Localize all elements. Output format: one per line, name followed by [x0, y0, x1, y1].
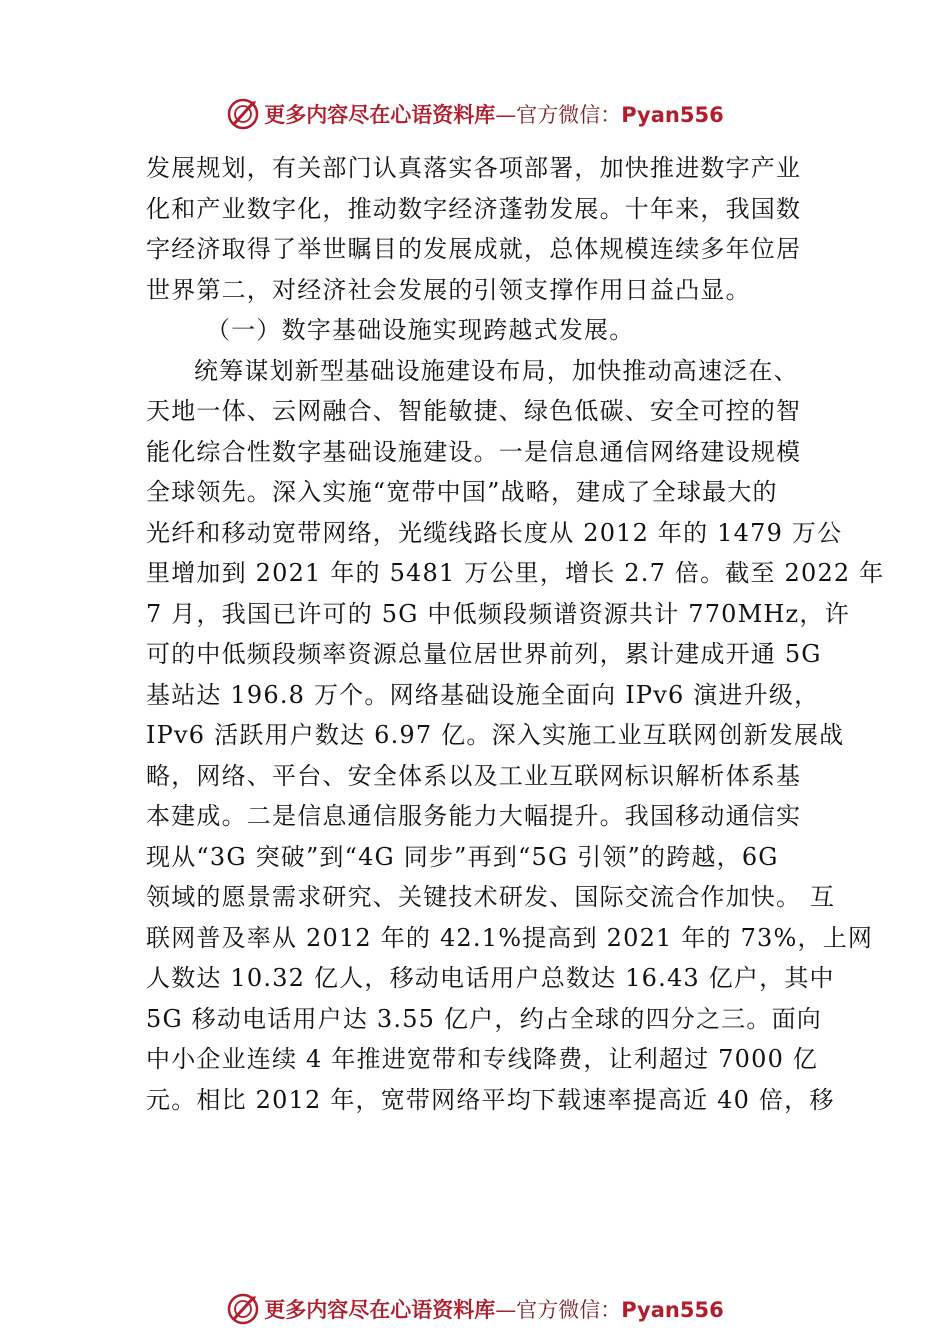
wechat-label: 官方微信： — [516, 1298, 622, 1322]
text-line: 世界第二，对经济社会发展的引领支撑作用日益凸显。 — [146, 275, 751, 304]
wechat-label: 官方微信： — [516, 103, 622, 127]
text-line: 现从“3G 突破”到“4G 同步”再到“5G 引领”的跨越，6G — [146, 842, 779, 871]
text-line: 人数达 10.32 亿人，移动电话用户总数达 16.43 亿户，其中 — [146, 964, 835, 992]
text-line: 天地一体、云网融合、智能敏捷、绿色低碳、安全可控的智 — [146, 397, 802, 425]
text-line: 基站达 196.8 万个。网络基础设施全面向 IPv6 演进升级， — [146, 680, 820, 709]
text-line: 字经济取得了举世瞩目的发展成就，总体规模连续多年位居 — [146, 235, 802, 263]
text-line: 光纤和移动宽带网络，光缆线路长度从 2012 年的 1479 万公 — [146, 518, 843, 547]
text-line: 联网普及率从 2012 年的 42.1%提高到 2021 年的 73%，上网 — [146, 923, 874, 952]
brand-text: 更多内容尽在心语资料库 — [264, 1298, 496, 1322]
paragraph-1 — [146, 148, 814, 310]
brand-logo-icon — [226, 97, 260, 131]
wechat-id: Pyan556 — [621, 1298, 724, 1322]
paragraph-2 — [146, 351, 885, 1121]
footer-banner — [0, 1289, 950, 1329]
text-line: 5G 移动电话用户达 3.55 亿户，约占全球的四分之三。面向 — [146, 1004, 822, 1033]
header-banner — [0, 94, 950, 134]
text-line: 全球领先。深入实施“宽带中国”战略，建成了全球最大的 — [146, 478, 778, 506]
banner-dash: — — [495, 1298, 517, 1322]
text-line: 中小企业连续 4 年推进宽带和专线降费，让利超过 7000 亿 — [146, 1045, 819, 1073]
text-line: 领域的愿景需求研究、关键技术研发、国际交流合作加快。 互 — [146, 883, 836, 911]
text-line: IPv6 活跃用户数达 6.97 亿。深入实施工业互联网创新发展战 — [146, 721, 845, 749]
wechat-id: Pyan556 — [621, 103, 724, 127]
footer-banner-text — [264, 1294, 723, 1324]
brand-logo-icon — [226, 1292, 260, 1326]
text-line: 本建成。二是信息通信服务能力大幅提升。我国移动通信实 — [146, 802, 802, 830]
document-body — [146, 148, 885, 1120]
text-line: 略，网络、平台、安全体系以及工业互联网标识解析体系基 — [146, 761, 802, 790]
text-line: 能化综合性数字基础设施建设。一是信息通信网络建设规模 — [146, 437, 802, 466]
header-banner-text — [264, 99, 723, 129]
text-line: 元。相比 2012 年，宽带网络平均下载速率提高近 40 倍，移 — [146, 1085, 835, 1114]
section-heading: （一）数字基础设施实现跨越式发展。 — [206, 316, 635, 344]
text-line: 7 月，我国已许可的 5G 中低频段频谱资源共计 770MHz，许 — [146, 599, 850, 628]
text-line: 统筹谋划新型基础设施建设布局，加快推动高速泛在、 — [194, 356, 799, 385]
text-line: 可的中低频段频率资源总量位居世界前列，累计建成开通 5G — [146, 640, 822, 668]
text-line: 发展规划，有关部门认真落实各项部署，加快推进数字产业 — [146, 154, 802, 182]
banner-dash: — — [495, 103, 517, 127]
text-line: 化和产业数字化，推动数字经济蓬勃发展。十年来，我国数 — [146, 194, 802, 223]
brand-text: 更多内容尽在心语资料库 — [264, 103, 496, 127]
text-line: 里增加到 2021 年的 5481 万公里，增长 2.7 倍。截至 2022 年 — [146, 559, 885, 587]
